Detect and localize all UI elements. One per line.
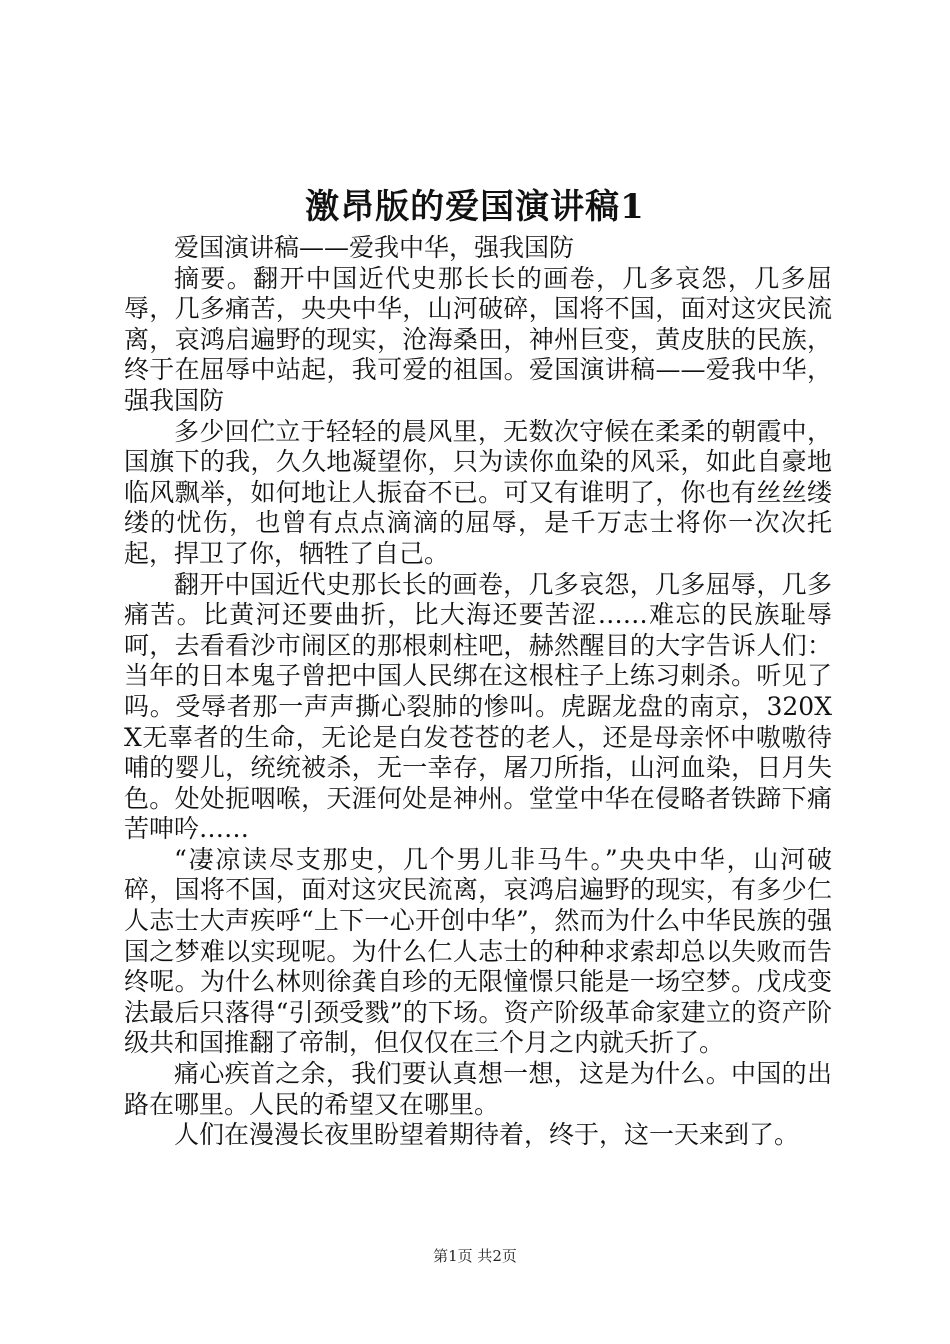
paragraph: 人们在漫漫长夜里盼望着期待着，终于，这一天来到了。 — [174, 1120, 800, 1150]
paragraph: 翻开中国近代史那长长的画卷，几多哀怨，几多屈辱，几多痛苦。比黄河还要曲折，比大海还要苦涩……难忘的民族耻辱呵，去看看沙市闹区的那根刺柱吧，赫然醒目的大字告诉人们：当年的日本鬼子曾把中国人民绑在这根柱子上练习刺杀。听见了吗。受辱者那一声声撕心裂肺的惨叫。虎踞龙盘的南京，320XX无辜者的生命，无论是白发苍苍的老人，还是母亲怀中嗷嗷待哺的婴儿，统统被杀，无一幸存，屠刀所指，山河血染，日月失色。处处扼咽喉，天涯何处是神州。堂堂中华在侵略者铁蹄下痛苦呻吟…… — [124, 569, 832, 844]
paragraph-subtitle: 爱国演讲稿——爱我中华，强我国防 — [174, 233, 575, 262]
page-footer: 第1页 共2页 — [433, 1247, 517, 1265]
document-title: 激昂版的爱国演讲稿1 — [305, 187, 645, 227]
paragraph: “凄凉读尽支那史，几个男儿非马牛。”央央中华，山河破碎，国将不国，面对这灾民流离，哀鸿启遍野的现实，有多少仁人志士大声疾呼“上下一心开创中华”，然而为什么中华民族的强国之梦难以实现呢。为什么仁人志士的种种求索却总以失败而告终呢。为什么林则徐龚自珍的无限憧憬只能是一场空梦。戊戌变法最后只落得“引颈受戮”的下场。资产阶级革命家建立的资产阶级共和国推翻了帝制，但仅仅在三个月之内就夭折了。 — [124, 844, 832, 1058]
paragraph: 痛心疾首之余，我们要认真想一想，这是为什么。中国的出路在哪里。人民的希望又在哪里。 — [124, 1059, 832, 1119]
paragraph-abstract: 摘要。翻开中国近代史那长长的画卷，几多哀怨，几多屈辱，几多痛苦，央央中华，山河破碎，国将不国，面对这灾民流离，哀鸿启遍野的现实，沧海桑田，神州巨变，黄皮肤的民族，终于在屈辱中站起，我可爱的祖国。爱国演讲稿——爱我中华，强我国防 — [124, 263, 832, 415]
paragraph: 多少回伫立于轻轻的晨风里，无数次守候在柔柔的朝霞中，国旗下的我，久久地凝望你，只为读你血染的风采，如此自豪地临风飘举，如何地让人振奋不已。可又有谁明了，你也有丝丝缕缕的忧伤，也曾有点点滴滴的屈辱，是千万志士将你一次次托起，捍卫了你，牺牲了自己。 — [124, 416, 832, 568]
document-body — [124, 233, 832, 1151]
